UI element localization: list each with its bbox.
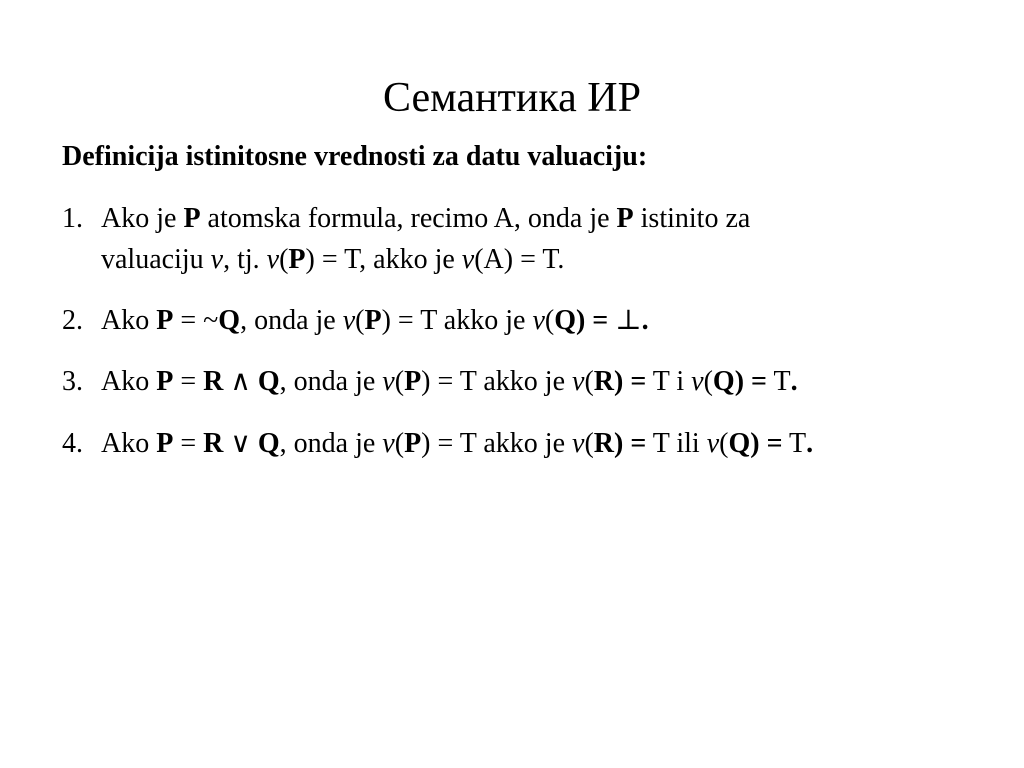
text-run: (A) = T. <box>474 244 565 275</box>
text-run: P <box>288 244 306 275</box>
text-run: ) = T, akko je <box>305 244 462 275</box>
text-run: R) = <box>593 428 647 459</box>
text-run: P <box>404 366 422 397</box>
text-run: Q) = <box>712 366 767 397</box>
text-run: ) = T akko je <box>381 305 533 336</box>
text-run: v <box>210 244 224 275</box>
text-run: T i <box>646 366 692 397</box>
text-run: ∨ <box>223 428 258 459</box>
text-run: istinito za <box>633 203 751 234</box>
text-run: Q <box>257 366 280 397</box>
text-run: atomska formula, recimo A, onda je <box>200 203 617 234</box>
text-run: . <box>790 366 798 397</box>
text-run: ( <box>394 366 405 397</box>
text-run: P <box>156 305 174 336</box>
text-run: R <box>203 366 224 397</box>
text-run: Ako <box>101 366 157 397</box>
text-run: ( <box>584 366 594 397</box>
text-run: Ako <box>101 305 157 336</box>
text-run: valuaciju <box>101 244 211 275</box>
text-run: v <box>532 305 545 336</box>
text-run: P <box>156 428 174 459</box>
text-run: Q) = <box>554 305 609 336</box>
text-run: ( <box>544 305 555 336</box>
text-run: Q <box>218 305 241 336</box>
text-run: , tj. <box>223 244 267 275</box>
text-run: T <box>766 366 791 397</box>
text-run: ( <box>703 366 713 397</box>
text-run: P <box>156 366 174 397</box>
text-run: = <box>173 366 204 397</box>
text-run: = ~ <box>173 305 219 336</box>
text-run: ∧ <box>223 366 258 397</box>
text-run: Q) = <box>728 428 783 459</box>
text-run: v <box>572 428 585 459</box>
text-run: v <box>382 428 395 459</box>
list-item-number: 1. <box>62 203 83 234</box>
text-run: . <box>641 305 649 336</box>
text-run: v <box>342 305 356 336</box>
text-run: v <box>706 428 720 459</box>
text-run: ) = T akko je <box>421 366 573 397</box>
text-run: P <box>183 203 201 234</box>
text-run: T <box>782 428 807 459</box>
text-run: . <box>806 428 814 459</box>
text-run: ( <box>279 244 289 275</box>
text-run: , onda je <box>240 305 343 336</box>
text-run: ( <box>584 428 594 459</box>
list-item-line <box>101 361 798 402</box>
text-run: , onda je <box>279 428 383 459</box>
list-item-number: 2. <box>62 305 83 336</box>
text-run: v <box>382 366 395 397</box>
list-item-number: 4. <box>62 428 83 459</box>
text-run: Ako je <box>101 203 184 234</box>
text-run: ) = T akko je <box>421 428 573 459</box>
text-run: Q <box>257 428 280 459</box>
text-run: v <box>572 366 585 397</box>
text-run: R) = <box>593 366 647 397</box>
text-run: P <box>616 203 634 234</box>
list-item-line <box>101 198 750 239</box>
text-run: , onda je <box>279 366 383 397</box>
list-item-text <box>101 198 750 280</box>
definition-heading: Definicija istinitosne vrednosti za datu valuaciju: <box>62 141 648 172</box>
list-item-text <box>101 423 813 464</box>
text-run: v <box>266 244 280 275</box>
text-run: P <box>364 305 382 336</box>
slide-title: Семантика ИР <box>382 75 641 121</box>
text-run: = <box>173 428 204 459</box>
text-run: Ako <box>101 428 157 459</box>
list-item-text <box>101 300 649 341</box>
list-item-line <box>101 239 750 280</box>
text-run: ( <box>355 305 365 336</box>
list-item-line <box>101 300 649 341</box>
list-item-text <box>101 361 798 402</box>
text-run: R <box>203 428 224 459</box>
text-run: ( <box>719 428 729 459</box>
text-run: T ili <box>646 428 707 459</box>
text-run: ⊥ <box>608 305 642 336</box>
list-item-number: 3. <box>62 366 83 397</box>
text-run: ( <box>394 428 405 459</box>
text-run: P <box>404 428 422 459</box>
text-run: v <box>461 244 475 275</box>
text-run: v <box>691 366 704 397</box>
list-item-line <box>101 423 813 464</box>
